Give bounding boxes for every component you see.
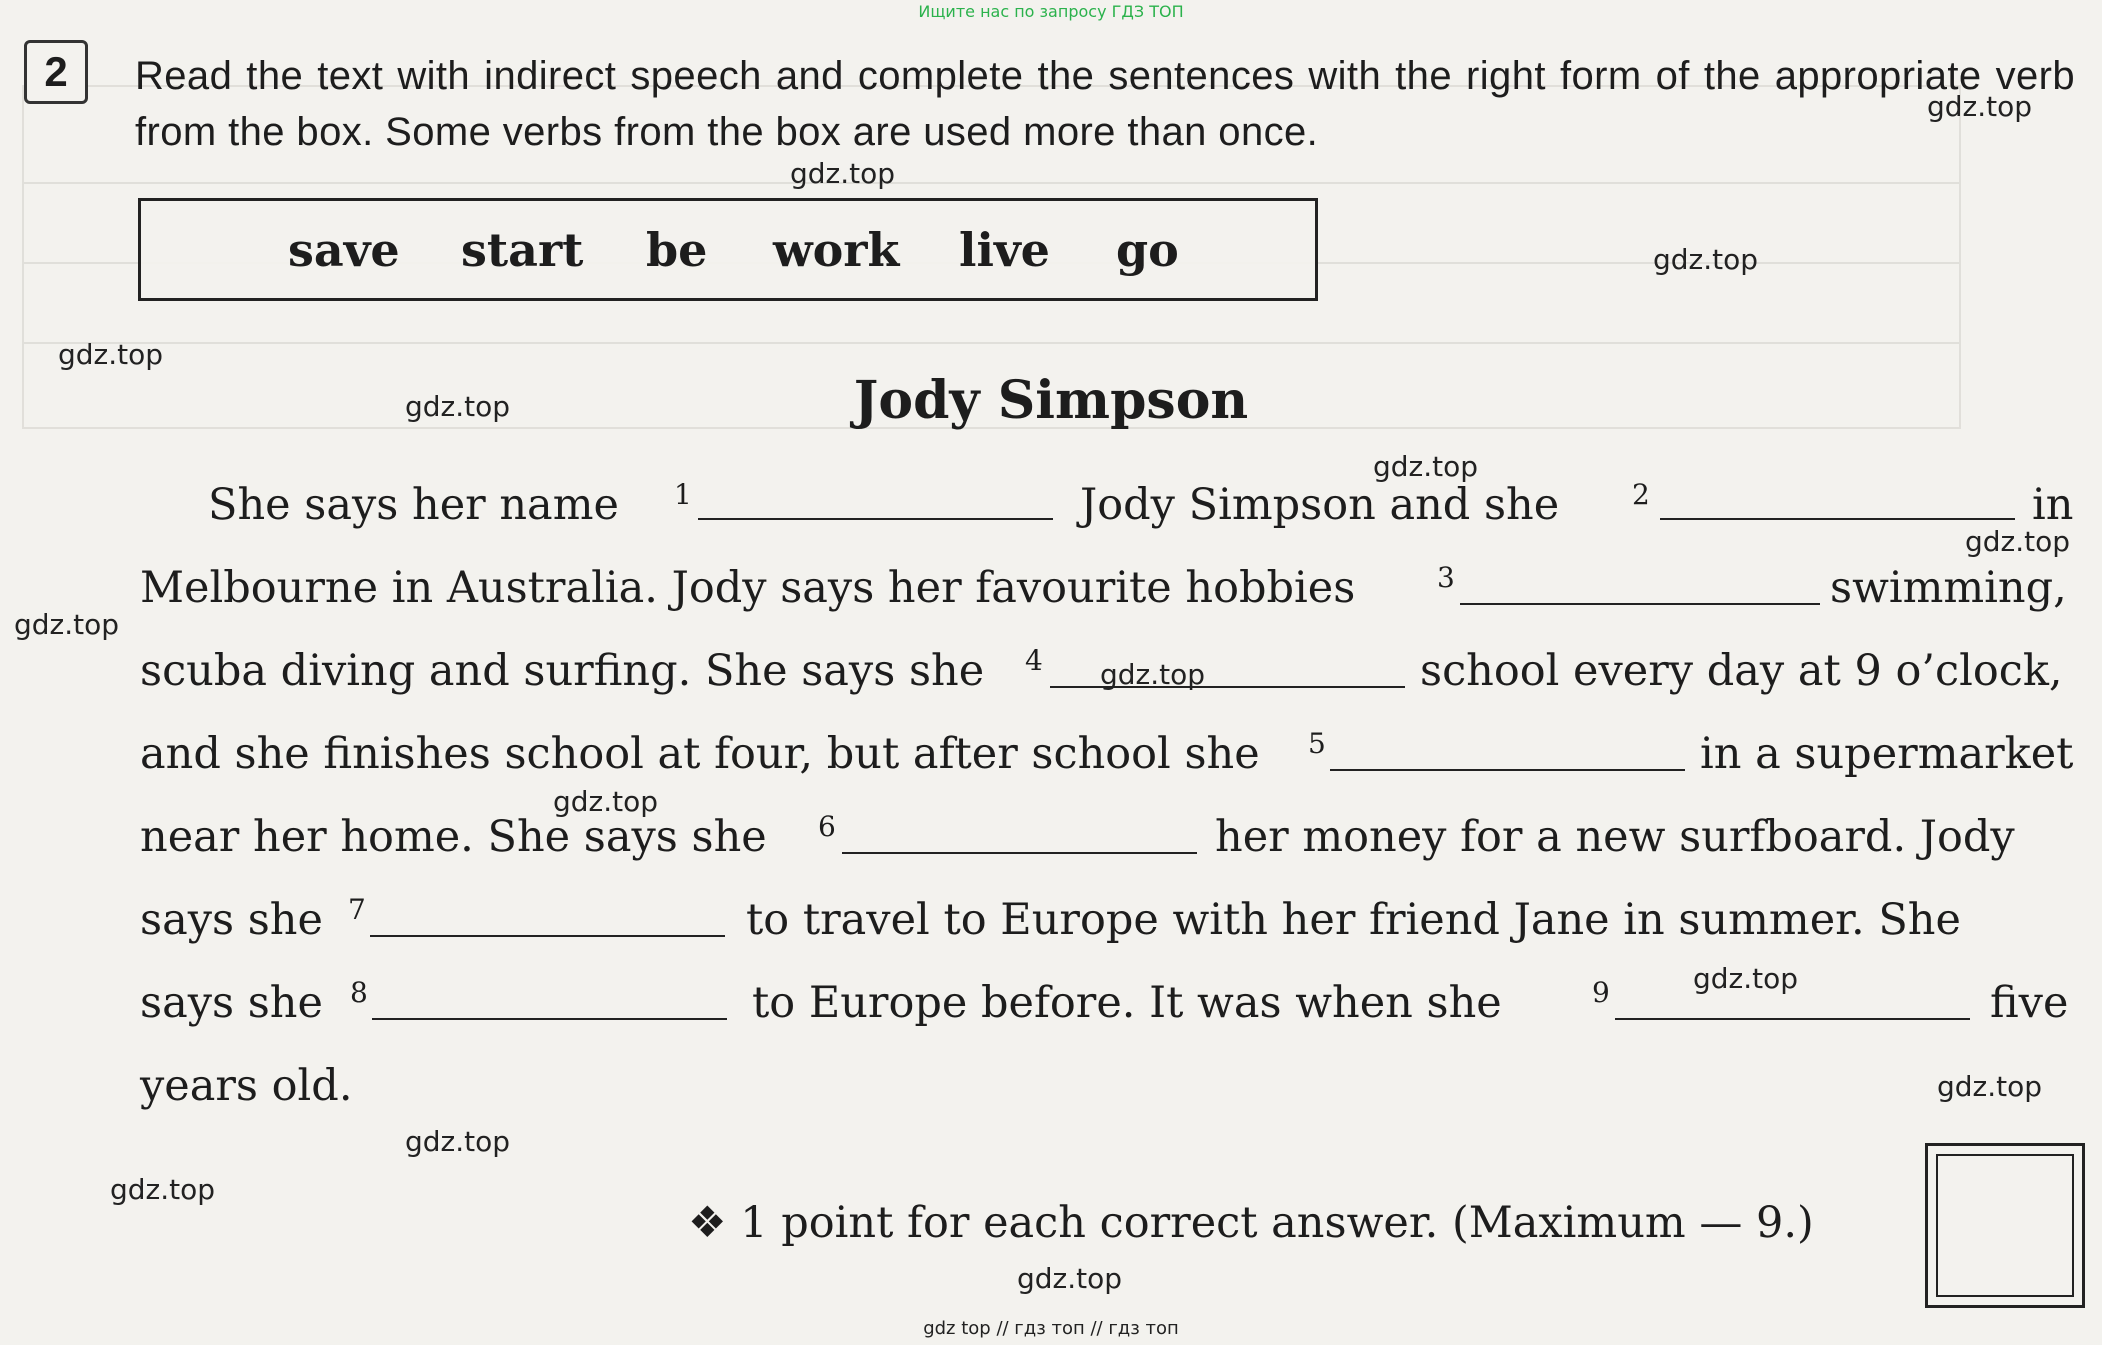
watermark: gdz.top [1965, 525, 2071, 558]
line-7-part-1: says she [140, 978, 323, 1028]
line-5-part-2: her money for a new surfboard. Jody [1215, 812, 2015, 862]
gap-number-2: 2 [1632, 478, 1650, 511]
line-4-part-2: in a supermarket [1700, 729, 2074, 779]
watermark: gdz.top [405, 1125, 511, 1158]
blank-6[interactable] [842, 852, 1197, 854]
watermark: gdz.top [58, 338, 164, 371]
line-3-part-2: school every day at 9 o’clock, [1420, 646, 2063, 696]
verb-live: live [959, 223, 1050, 277]
gap-number-4: 4 [1025, 644, 1043, 677]
line-1-part-2: Jody Simpson and she [1080, 480, 1560, 530]
verb-go: go [1116, 223, 1179, 277]
line-6-part-1: says she [140, 895, 323, 945]
watermark: gdz.top [1653, 243, 1759, 276]
watermark: gdz.top [1937, 1070, 2043, 1103]
score-box [1925, 1143, 2085, 1308]
scoring-note: ❖ 1 point for each correct answer. (Maximum — 9.) [688, 1198, 1814, 1248]
gap-number-6: 6 [818, 810, 836, 843]
gap-number-3: 3 [1437, 561, 1455, 594]
text-title: Jody Simpson [853, 370, 1249, 431]
watermark: gdz.top [1693, 962, 1799, 995]
gap-number-1: 1 [674, 478, 692, 511]
gap-number-5: 5 [1308, 727, 1326, 760]
watermark: gdz.top [1017, 1262, 1123, 1295]
top-banner: Ищите нас по запросу ГДЗ ТОП [918, 2, 1184, 21]
line-8-part-1: years old. [140, 1061, 353, 1111]
verb-start: start [461, 223, 584, 277]
watermark: gdz.top [1373, 450, 1479, 483]
verb-be: be [646, 223, 708, 277]
line-1-part-3: in [2032, 480, 2074, 530]
verb-save: save [288, 223, 400, 277]
line-3-part-1: scuba diving and surfing. She says she [140, 646, 985, 696]
watermark: gdz.top [405, 390, 511, 423]
verb-work: work [773, 223, 900, 277]
footer: gdz top // гдз топ // гдз топ [923, 1318, 1179, 1339]
line-7-part-2: to Europe before. It was when she [752, 978, 1502, 1028]
watermark: gdz.top [553, 785, 659, 818]
gap-number-7: 7 [348, 893, 366, 926]
gap-number-8: 8 [350, 976, 368, 1009]
watermark: gdz.top [14, 608, 120, 641]
blank-5[interactable] [1330, 769, 1685, 771]
blank-1[interactable] [698, 518, 1053, 520]
line-7-part-3: five [1990, 978, 2069, 1028]
blank-3[interactable] [1460, 603, 1820, 605]
blank-8[interactable] [372, 1018, 727, 1020]
watermark: gdz.top [1927, 90, 2033, 123]
line-6-part-2: to travel to Europe with her friend Jane in summer. She [746, 895, 1961, 945]
watermark: gdz.top [790, 157, 896, 190]
line-2-part-2: swimming, [1830, 563, 2067, 613]
line-1-part-1: She says her name [208, 480, 619, 530]
line-5-part-1: near her home. She says she [140, 812, 767, 862]
task-number: 2 [24, 40, 88, 104]
blank-2[interactable] [1660, 518, 2015, 520]
watermark: gdz.top [110, 1173, 216, 1206]
line-2-part-1: Melbourne in Australia. Jody says her favourite hobbies [140, 563, 1356, 613]
gap-number-9: 9 [1592, 976, 1610, 1009]
task-instruction: Read the text with indirect speech and complete the sentences with the right form of the appropriate verb from the box. Some verbs from the box are used more than once. [135, 54, 2075, 154]
watermark: gdz.top [1100, 658, 1206, 691]
verb-box [138, 198, 1318, 301]
blank-7[interactable] [370, 935, 725, 937]
line-4-part-1: and she finishes school at four, but after school she [140, 729, 1260, 779]
blank-9[interactable] [1615, 1018, 1970, 1020]
